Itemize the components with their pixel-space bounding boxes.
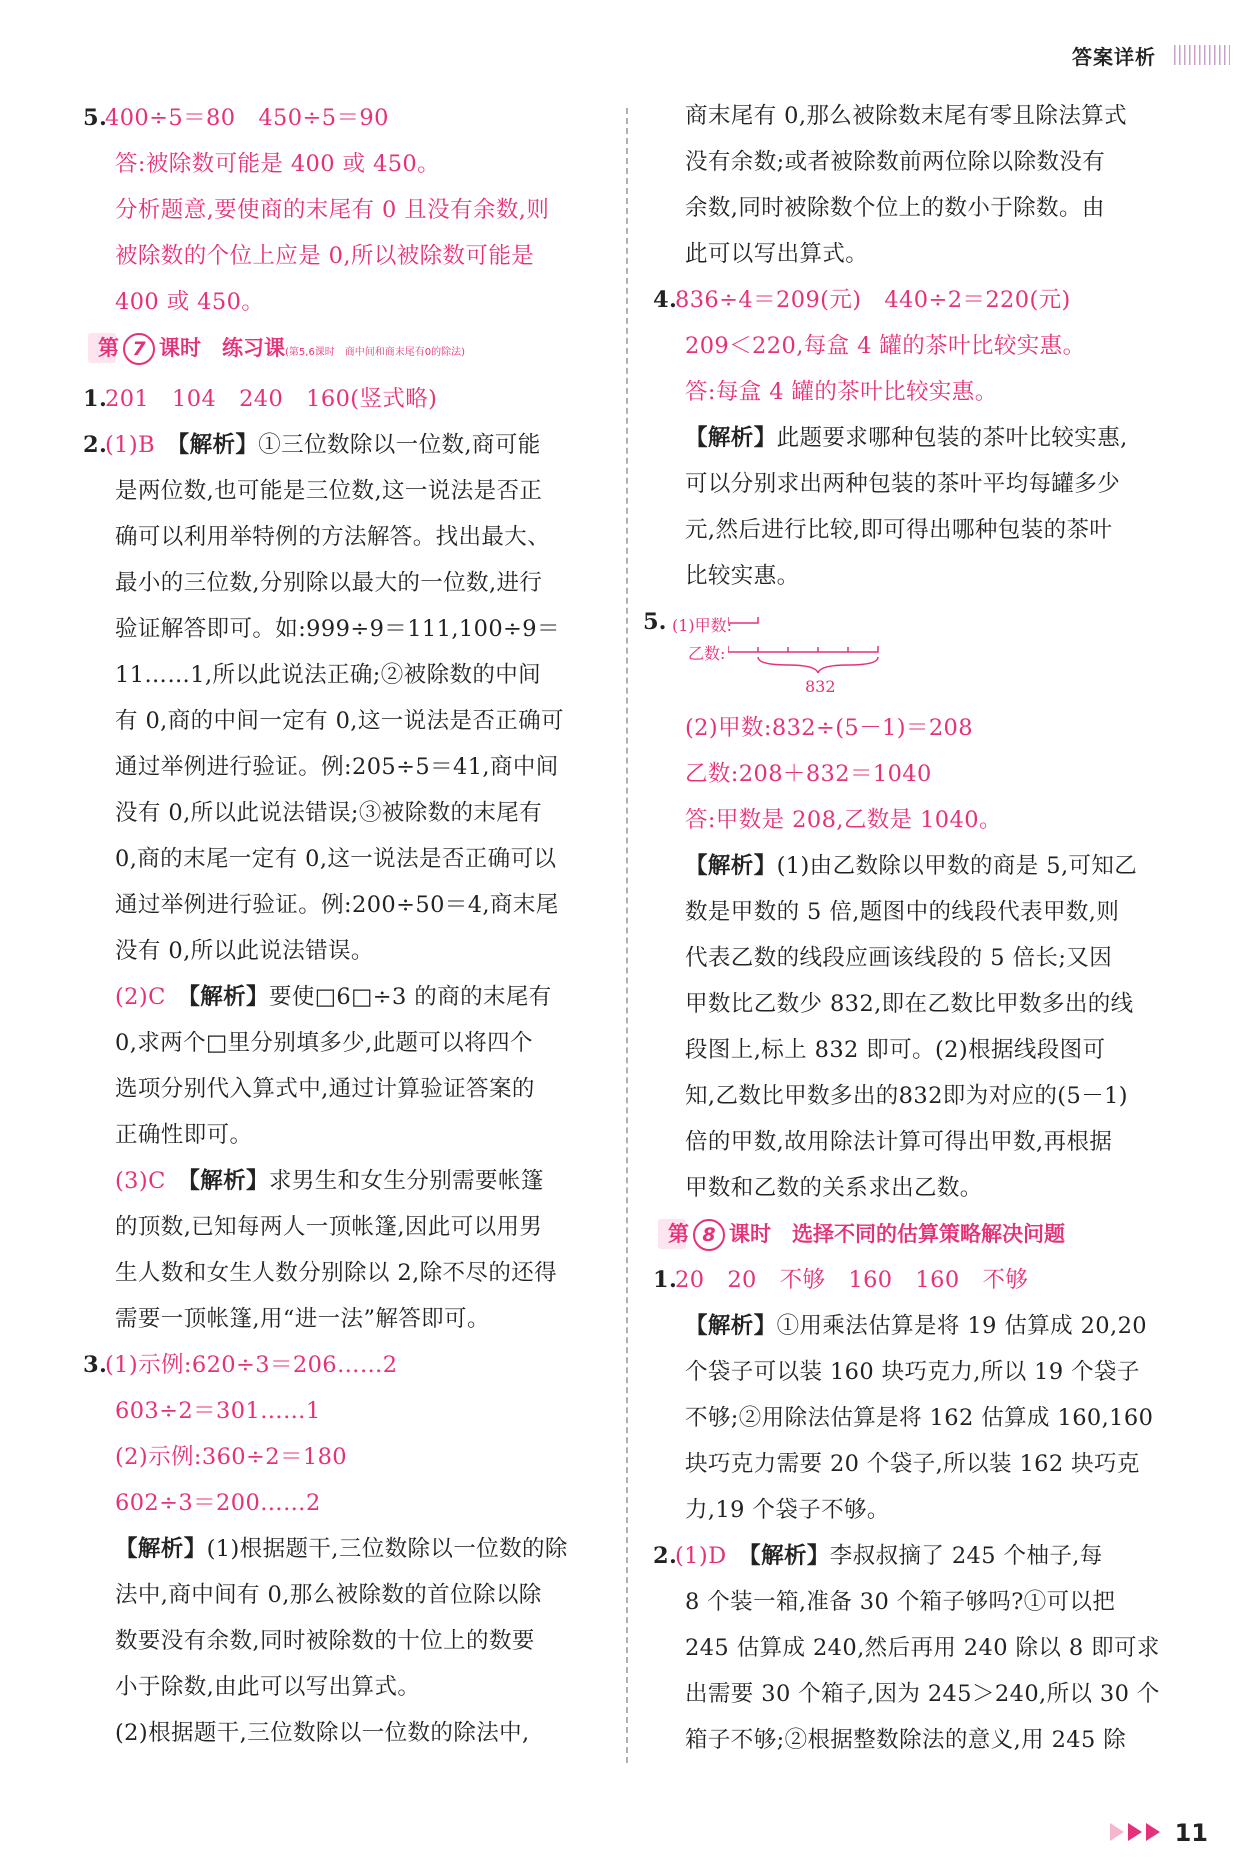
- text-line: [658, 1027, 1168, 1073]
- text-line: [658, 93, 1168, 139]
- text-line: [658, 1395, 1168, 1441]
- text-line: [88, 1158, 594, 1204]
- text-line: [88, 1066, 594, 1112]
- text-line: [88, 1618, 594, 1664]
- text-line: [658, 1717, 1168, 1763]
- analysis-tag: 【解析】: [685, 853, 777, 879]
- text-line: [88, 1388, 594, 1434]
- line-text: 8 个装一箱,准备 30 个箱子够吗?①可以把: [685, 1589, 1116, 1615]
- text-line: [88, 744, 594, 790]
- line-text: 数要没有余数,同时被除数的十位上的数要: [115, 1628, 535, 1654]
- text-line: [658, 1165, 1168, 1211]
- text-line: [658, 1349, 1168, 1395]
- line-text: 出需要 30 个箱子,因为 245＞240,所以 30 个: [685, 1681, 1160, 1707]
- line-text: ①三位数除以一位数,商可能: [258, 432, 541, 458]
- line-text: 个袋子可以装 160 块巧克力,所以 19 个袋子: [685, 1359, 1140, 1385]
- line-text: 生人数和女生人数分别除以 2,除不尽的还得: [115, 1260, 558, 1286]
- text-line: [658, 705, 1168, 751]
- text-line: [88, 1296, 594, 1342]
- lesson-prefix: 第: [668, 1222, 689, 1246]
- line-text: 没有 0,所以此说法错误。: [115, 938, 374, 964]
- text-line: [658, 323, 1168, 369]
- text-line: [658, 1625, 1168, 1671]
- line-text: 甲数和乙数的关系求出乙数。: [685, 1175, 983, 1201]
- line-text: 验证解答即可。如:999÷9＝111,100÷9＝: [115, 616, 560, 642]
- arrow-icon: [1146, 1823, 1160, 1841]
- line-text: 836÷4＝209(元) 440÷2＝220(元): [675, 287, 1071, 313]
- line-text: 是两位数,也可能是三位数,这一说法是否正: [115, 478, 543, 504]
- text-line: [88, 974, 594, 1020]
- question-number: 5.: [83, 105, 108, 131]
- text-line: [88, 836, 594, 882]
- line-text: 答:被除数可能是 400 或 450。: [115, 151, 441, 177]
- answer-choice: (3)C: [115, 1168, 166, 1194]
- line-text: 答:甲数是 208,乙数是 1040。: [685, 807, 1002, 833]
- lesson-prefix: 第: [98, 336, 119, 360]
- line-text: ①用乘法估算是将 19 估算成 20,20: [776, 1313, 1148, 1339]
- lesson-subtitle: (第5,6课时 商中间和商末尾有0的除法): [285, 347, 466, 358]
- text-line: [88, 141, 594, 187]
- text-line: [658, 369, 1168, 415]
- text-line: [88, 698, 594, 744]
- segment-label-a: (1)甲数:: [672, 616, 733, 635]
- line-text: 要使□6□÷3 的商的末尾有: [268, 984, 552, 1010]
- line-text: 块巧克力需要 20 个袋子,所以装 162 块巧克: [685, 1451, 1140, 1477]
- segment-b: [728, 646, 878, 652]
- text-line: [88, 652, 594, 698]
- column-divider: [626, 108, 628, 1763]
- line-text: 小于除数,由此可以写出算式。: [115, 1674, 421, 1700]
- line-text: 被除数的个位上应是 0,所以被除数可能是: [115, 243, 535, 269]
- text-line: [658, 1441, 1168, 1487]
- text-line: [88, 1112, 594, 1158]
- text-line: [83, 95, 594, 141]
- line-text: 答:每盒 4 罐的茶叶比较实惠。: [685, 379, 998, 405]
- line-text: (1)示例:620÷3＝206……2: [105, 1352, 398, 1378]
- line-text: 乙数:208＋832＝1040: [685, 761, 932, 787]
- text-line: [658, 751, 1168, 797]
- text-line: [653, 1257, 1168, 1303]
- text-line: [658, 231, 1168, 277]
- text-line: [88, 882, 594, 928]
- line-text: 0,商的末尾一定有 0,这一说法是否正确可以: [115, 846, 557, 872]
- text-line: [658, 889, 1168, 935]
- line-text: 分析题意,要使商的末尾有 0 且没有余数,则: [115, 197, 550, 223]
- line-text: 201 104 240 160(竖式略): [105, 386, 438, 412]
- answer-choice: (2)C: [115, 984, 166, 1010]
- text-line: [88, 1664, 594, 1710]
- text-line: [658, 461, 1168, 507]
- line-text: 通过举例进行验证。例:205÷5＝41,商中间: [115, 754, 559, 780]
- lesson-number: 8: [693, 1219, 725, 1251]
- page-number: 11: [1174, 1819, 1208, 1847]
- text-line: [658, 1073, 1168, 1119]
- segment-a: [728, 617, 758, 623]
- text-line: [88, 468, 594, 514]
- segment-label-b: 乙数:: [688, 644, 726, 663]
- page-arrows: [1110, 1823, 1160, 1841]
- text-line: [83, 422, 594, 468]
- segment-value: 832: [805, 677, 836, 696]
- analysis-tag: 【解析】: [177, 432, 259, 458]
- line-text: 20 20 不够 160 160 不够: [675, 1267, 1029, 1293]
- question-number: 1.: [653, 1267, 678, 1293]
- text-line: [658, 415, 1168, 461]
- line-text: 知,乙数比甲数多出的832即为对应的(5－1): [685, 1083, 1128, 1109]
- line-text: 400 或 450。: [115, 289, 265, 315]
- text-line: [88, 233, 594, 279]
- text-line: [658, 981, 1168, 1027]
- line-text: 可以分别求出两种包装的茶叶平均每罐多少: [685, 471, 1121, 497]
- text-line: [658, 1303, 1168, 1349]
- line-text: 602÷3＝200……2: [115, 1490, 321, 1516]
- line-text: 没有余数;或者被除数前两位除以除数没有: [685, 149, 1106, 175]
- line-text: (1)由乙数除以甲数的商是 5,可知乙: [776, 853, 1138, 879]
- segment-lines: [728, 599, 968, 699]
- line-text: (2)甲数:832÷(5－1)＝208: [685, 715, 973, 741]
- line-text: 甲数比乙数少 832,即在乙数比甲数多出的线: [685, 991, 1134, 1017]
- line-text: 有 0,商的中间一定有 0,这一说法是否正确可: [115, 708, 564, 734]
- text-line: [88, 1710, 594, 1756]
- lesson-title: 课时 选择不同的估算策略解决问题: [729, 1222, 1065, 1246]
- line-text: 比较实惠。: [685, 563, 800, 589]
- text-line: [88, 1434, 594, 1480]
- line-text: 代表乙数的线段应画该线段的 5 倍长;又因: [685, 945, 1113, 971]
- line-text: 需要一顶帐篷,用“进一法”解答即可。: [115, 1306, 490, 1332]
- question-number: 2.: [83, 432, 108, 458]
- text-line: [658, 507, 1168, 553]
- line-text: 此题要求哪种包装的茶叶比较实惠,: [776, 425, 1128, 451]
- text-line: [88, 1020, 594, 1066]
- text-line: [658, 1487, 1168, 1533]
- analysis-tag: 【解析】: [685, 1313, 777, 1339]
- line-text: 商末尾有 0,那么被除数末尾有零且除法算式: [685, 103, 1128, 129]
- text-line: [658, 1119, 1168, 1165]
- question-number: 3.: [83, 1352, 108, 1378]
- line-text: 209＜220,每盒 4 罐的茶叶比较实惠。: [685, 333, 1086, 359]
- line-text: 倍的甲数,故用除法计算可得出甲数,再根据: [685, 1129, 1113, 1155]
- text-line: [658, 1579, 1168, 1625]
- text-line: [88, 1526, 594, 1572]
- line-text: 245 估算成 240,然后再用 240 除以 8 即可求: [685, 1635, 1160, 1661]
- arrow-icon: [1128, 1823, 1142, 1841]
- line-text: (1)根据题干,三位数除以一位数的除: [206, 1536, 568, 1562]
- analysis-tag: 【解析】: [115, 1536, 207, 1562]
- page-header: [1072, 40, 1230, 70]
- question-number: 4.: [653, 287, 678, 313]
- line-text: 力,19 个袋子不够。: [685, 1497, 890, 1523]
- line-text: 0,求两个□里分别填多少,此题可以将四个: [115, 1030, 533, 1056]
- text-line: [88, 514, 594, 560]
- left-column: [83, 95, 594, 1756]
- text-line: [88, 790, 594, 836]
- answer-choice: (1)B: [105, 432, 156, 458]
- line-text: 没有 0,所以此说法错误;③被除数的末尾有: [115, 800, 543, 826]
- line-text: 箱子不够;②根据整数除法的意义,用 245 除: [685, 1727, 1127, 1753]
- text-line: [658, 843, 1168, 889]
- text-line: [658, 1671, 1168, 1717]
- line-text: 此可以写出算式。: [685, 241, 869, 267]
- text-line: [658, 797, 1168, 843]
- line-text: 余数,同时被除数个位上的数小于除数。由: [685, 195, 1105, 221]
- line-text: 求男生和女生分别需要帐篷: [268, 1168, 544, 1194]
- lesson-heading: [658, 1211, 1168, 1257]
- text-line: [88, 560, 594, 606]
- text-line: [88, 187, 594, 233]
- line-text: (2)示例:360÷2＝180: [115, 1444, 348, 1470]
- text-line: [653, 277, 1168, 323]
- text-line: [653, 1533, 1168, 1579]
- text-line: [658, 553, 1168, 599]
- line-text: 603÷2＝301……1: [115, 1398, 321, 1424]
- text-line: [88, 1480, 594, 1526]
- arrow-icon: [1110, 1823, 1124, 1841]
- line-text: 选项分别代入算式中,通过计算验证答案的: [115, 1076, 535, 1102]
- text-line: [658, 139, 1168, 185]
- line-text: 11……1,所以此说法正确;②被除数的中间: [115, 662, 542, 688]
- question-number: 5.: [643, 609, 667, 635]
- question-number: 1.: [83, 386, 108, 412]
- line-text: 400÷5＝80 450÷5＝90: [105, 105, 389, 131]
- question-number: 2.: [653, 1543, 678, 1569]
- line-text: 正确性即可。: [115, 1122, 253, 1148]
- line-text: 最小的三位数,分别除以最大的一位数,进行: [115, 570, 543, 596]
- text-line: [83, 376, 594, 422]
- lesson-heading: [88, 325, 594, 376]
- text-line: [88, 279, 594, 325]
- line-text: (2)根据题干,三位数除以一位数的除法中,: [115, 1720, 530, 1746]
- lesson-title: 课时 练习课: [159, 336, 285, 360]
- header-decoration: [1174, 45, 1230, 65]
- line-text: 数是甲数的 5 倍,题图中的线段代表甲数,则: [685, 899, 1120, 925]
- segment-brace: [758, 657, 878, 673]
- text-line: [88, 1204, 594, 1250]
- segment-diagram: [643, 599, 1168, 705]
- text-line: [88, 606, 594, 652]
- line-text: 的顶数,已知每两人一顶帐篷,因此可以用男: [115, 1214, 543, 1240]
- answer-choice: (1)D: [675, 1543, 727, 1569]
- line-text: 通过举例进行验证。例:200÷50＝4,商末尾: [115, 892, 559, 918]
- text-line: [658, 935, 1168, 981]
- line-text: 李叔叔摘了 245 个柚子,每: [829, 1543, 1103, 1569]
- line-text: 法中,商中间有 0,那么被除数的首位除以除: [115, 1582, 542, 1608]
- text-line: [88, 1572, 594, 1618]
- right-column: [643, 93, 1168, 1763]
- analysis-tag: 【解析】: [188, 1168, 269, 1194]
- line-text: 不够;②用除法估算是将 162 估算成 160,160: [685, 1405, 1154, 1431]
- text-line: [88, 928, 594, 974]
- text-line: [658, 185, 1168, 231]
- line-text: 确可以利用举特例的方法解答。找出最大、: [115, 524, 551, 550]
- lesson-number: 7: [123, 333, 155, 365]
- text-line: [83, 1342, 594, 1388]
- line-text: 元,然后进行比较,即可得出哪种包装的茶叶: [685, 517, 1113, 543]
- analysis-tag: 【解析】: [188, 984, 269, 1010]
- line-text: 段图上,标上 832 即可。(2)根据线段图可: [685, 1037, 1106, 1063]
- text-line: [88, 1250, 594, 1296]
- header-title: 答案详析: [1072, 44, 1156, 69]
- analysis-tag: 【解析】: [685, 425, 777, 451]
- analysis-tag: 【解析】: [749, 1543, 830, 1569]
